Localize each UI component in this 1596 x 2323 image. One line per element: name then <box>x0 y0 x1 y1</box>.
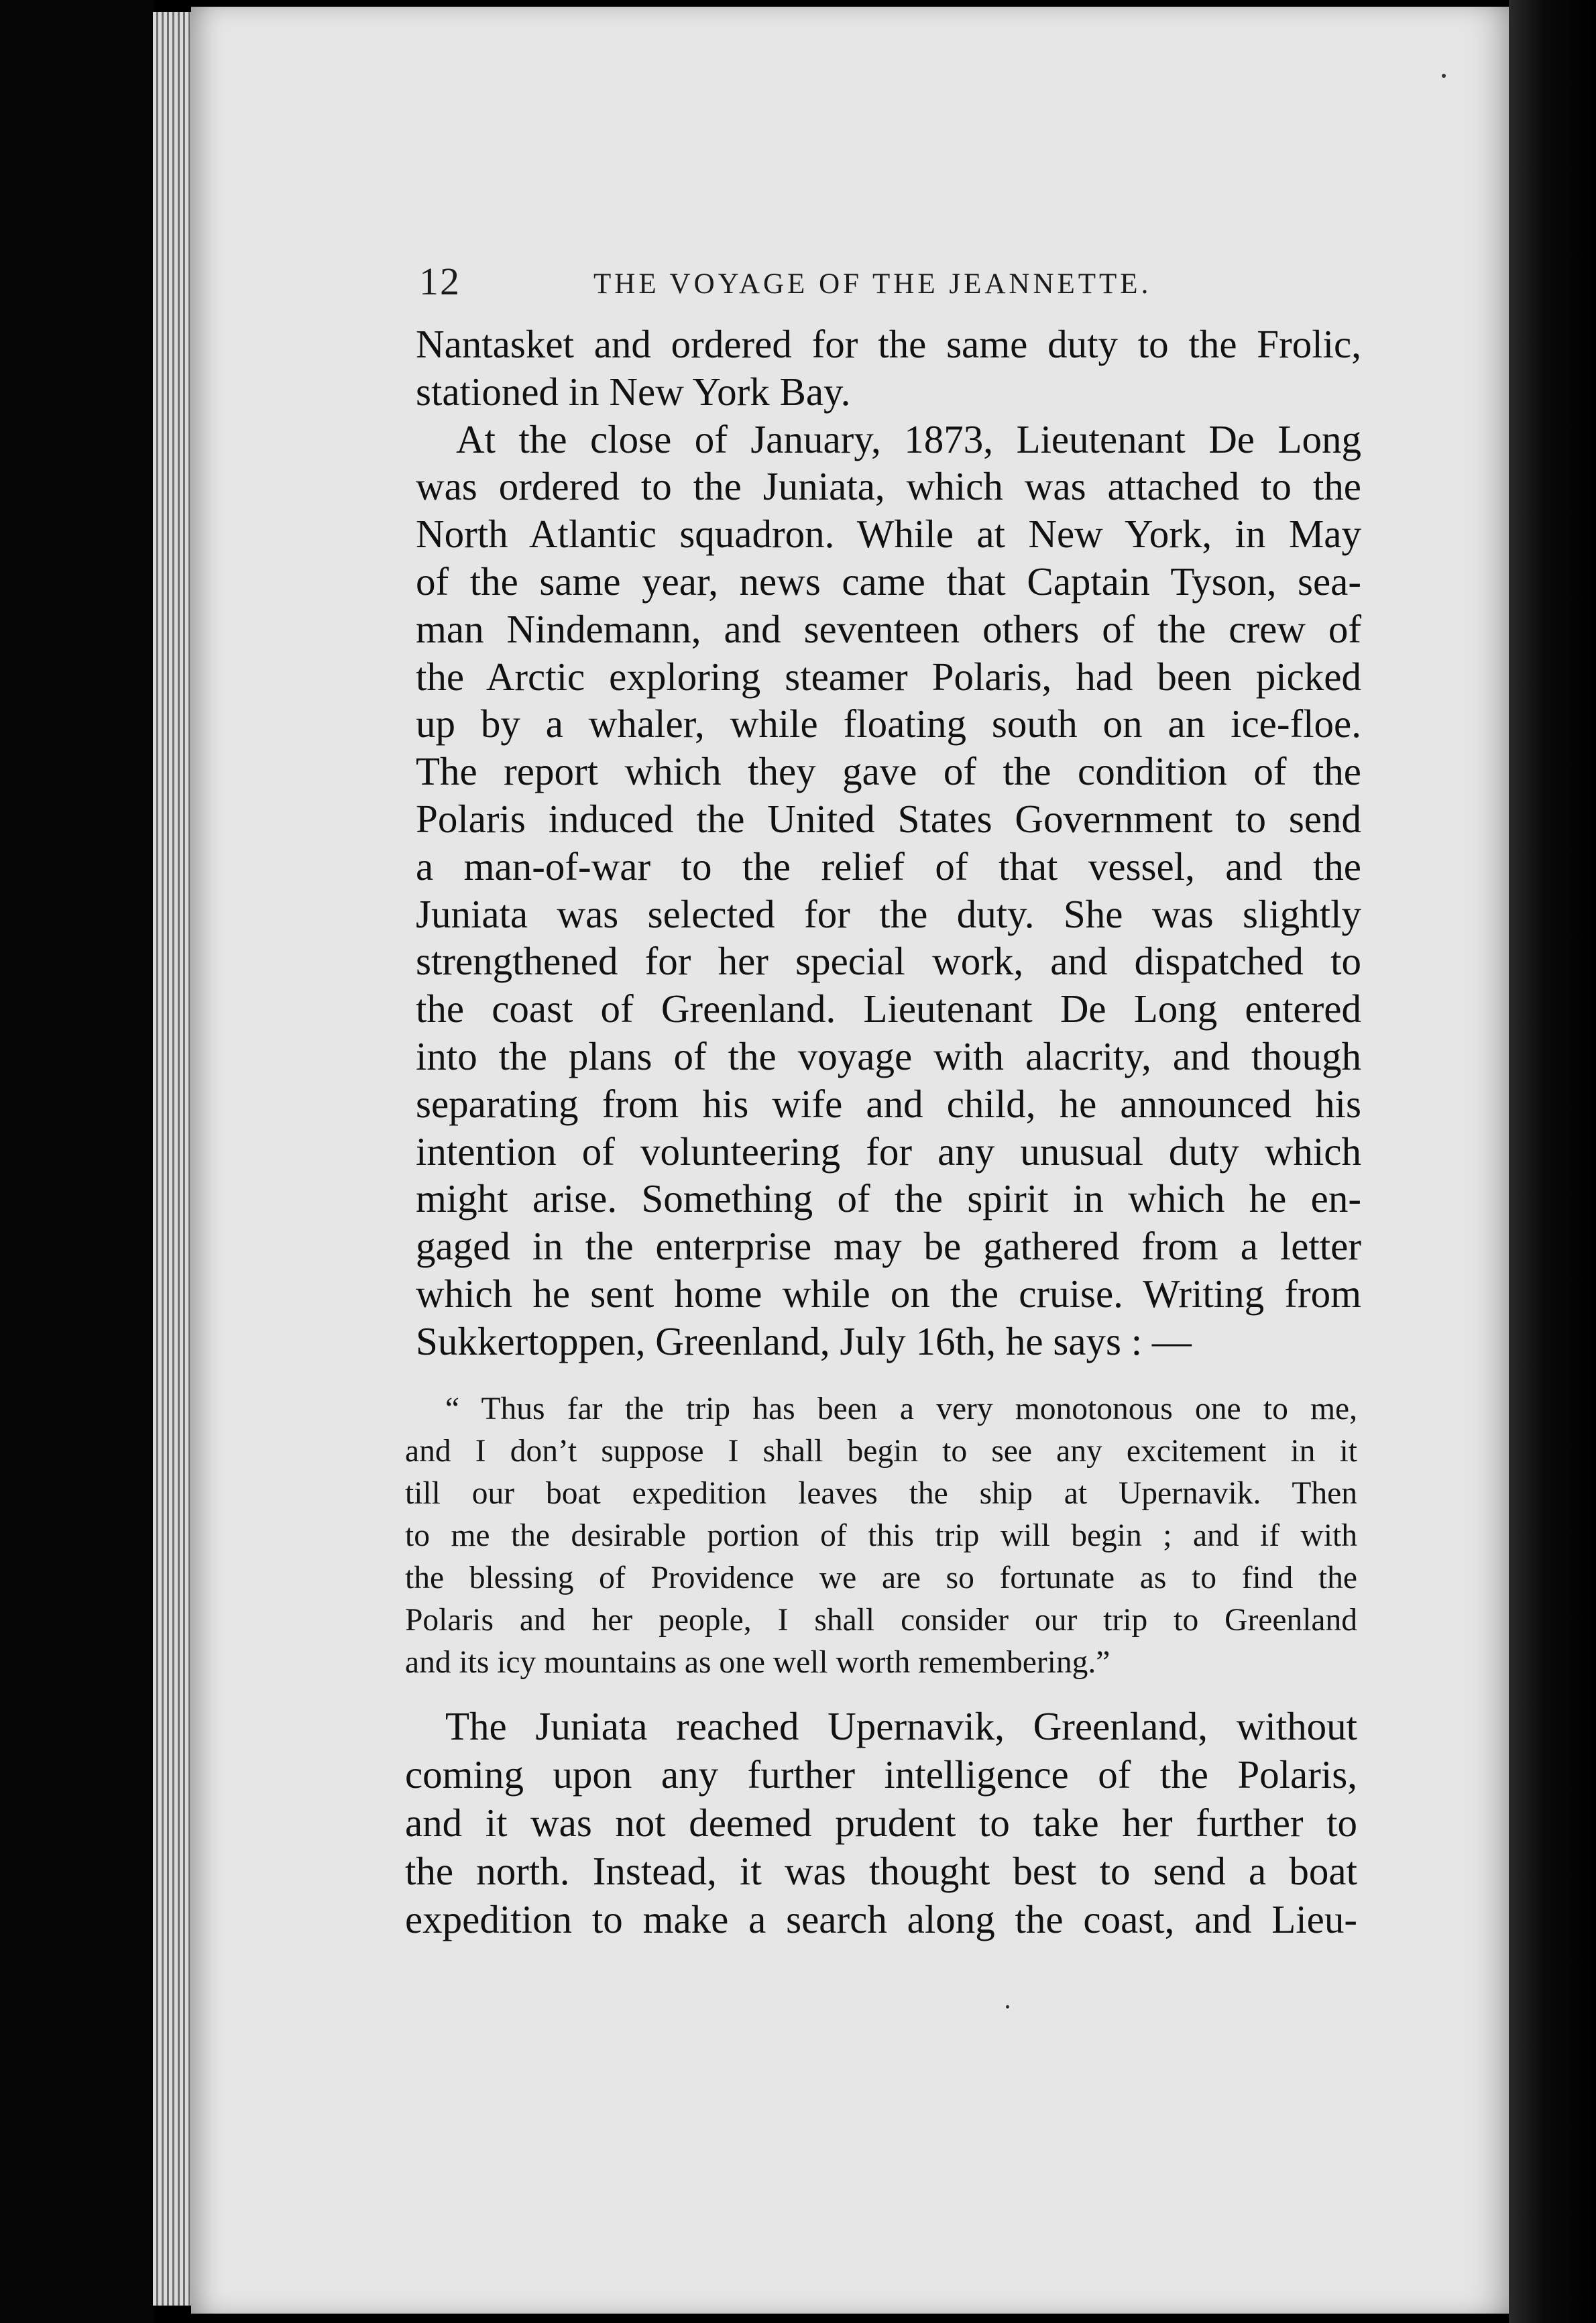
body-text <box>416 321 1361 1365</box>
text-line: separating from his wife and child, he announced his <box>416 1081 1361 1126</box>
running-head: THE VOYAGE OF THE JEANNETTE. <box>593 268 1152 300</box>
text-line: intention of volunteering for any unusual duty which <box>416 1129 1361 1174</box>
text-line: and it was not deemed prudent to take her further to <box>405 1801 1357 1845</box>
text-line: The Juniata reached Upernavik, Greenland, without <box>445 1704 1357 1748</box>
paper-speck <box>1006 2005 1009 2008</box>
quote-line: Polaris and her people, I shall consider our trip to Greenland <box>405 1603 1357 1638</box>
text-line: up by a whaler, while floating south on an ice-floe. <box>416 701 1361 746</box>
block-quotation <box>405 1388 1357 1684</box>
page-number: 12 <box>419 260 461 303</box>
text-line: Nantasket and ordered for the same duty to the Frolic, <box>416 322 1361 366</box>
scan-right-border <box>1509 0 1596 2323</box>
text-line: the coast of Greenland. Lieutenant De Long entered <box>416 986 1361 1031</box>
paper-speck <box>1442 74 1446 78</box>
text-line: might arise. Something of the spirit in which he en- <box>416 1176 1361 1221</box>
text-line: which he sent home while on the cruise. Writing from <box>416 1271 1361 1316</box>
text-line: the Arctic exploring steamer Polaris, had been picked <box>416 654 1361 699</box>
quote-line: and I don’t suppose I shall begin to see any excitement in it <box>405 1434 1357 1469</box>
text-line: man Nindemann, and seventeen others of the crew of <box>416 606 1361 651</box>
text-line: Sukkertoppen, Greenland, July 16th, he says : — <box>416 1318 1192 1363</box>
text-line: the north. Instead, it was thought best to send a boat <box>405 1849 1357 1893</box>
scan-left-border <box>0 0 154 2323</box>
text-line: coming upon any further intelligence of the Polaris, <box>405 1752 1357 1797</box>
text-line: a man-of-war to the relief of that vessel, and the <box>416 844 1361 889</box>
text-line: into the plans of the voyage with alacrity, and though <box>416 1033 1361 1078</box>
quote-line: till our boat expedition leaves the ship at Upernavik. Then <box>405 1476 1357 1511</box>
text-line: gaged in the enterprise may be gathered from a letter <box>416 1224 1361 1269</box>
text-line: Juniata was selected for the duty. She was slightly <box>416 891 1361 936</box>
quote-line: the blessing of Providence we are so fortunate as to find the <box>405 1561 1357 1595</box>
quote-line: “ Thus far the trip has been a very monotonous one to me, <box>445 1392 1357 1426</box>
text-line: stationed in New York Bay. <box>416 369 851 414</box>
page-header <box>419 258 1355 305</box>
book-page-edges <box>153 12 193 2306</box>
text-line: expedition to make a search along the coast, and Lieu- <box>405 1897 1357 1941</box>
quote-line: to me the desirable portion of this trip will begin ; and if with <box>405 1518 1357 1553</box>
text-line: The report which they gave of the condition of the <box>416 749 1361 794</box>
text-line: North Atlantic squadron. While at New York, in May <box>416 512 1361 557</box>
body-text-continued <box>405 1702 1357 1943</box>
text-line: strengthened for her special work, and dispatched to <box>416 939 1361 984</box>
text-line: At the close of January, 1873, Lieutenant De Long <box>456 416 1361 461</box>
text-line: Polaris induced the United States Government to send <box>416 796 1361 841</box>
text-line: was ordered to the Juniata, which was attached to the <box>416 464 1361 509</box>
quote-line: and its icy mountains as one well worth remembering.” <box>405 1645 1110 1680</box>
text-line: of the same year, news came that Captain Tyson, sea- <box>416 559 1361 604</box>
